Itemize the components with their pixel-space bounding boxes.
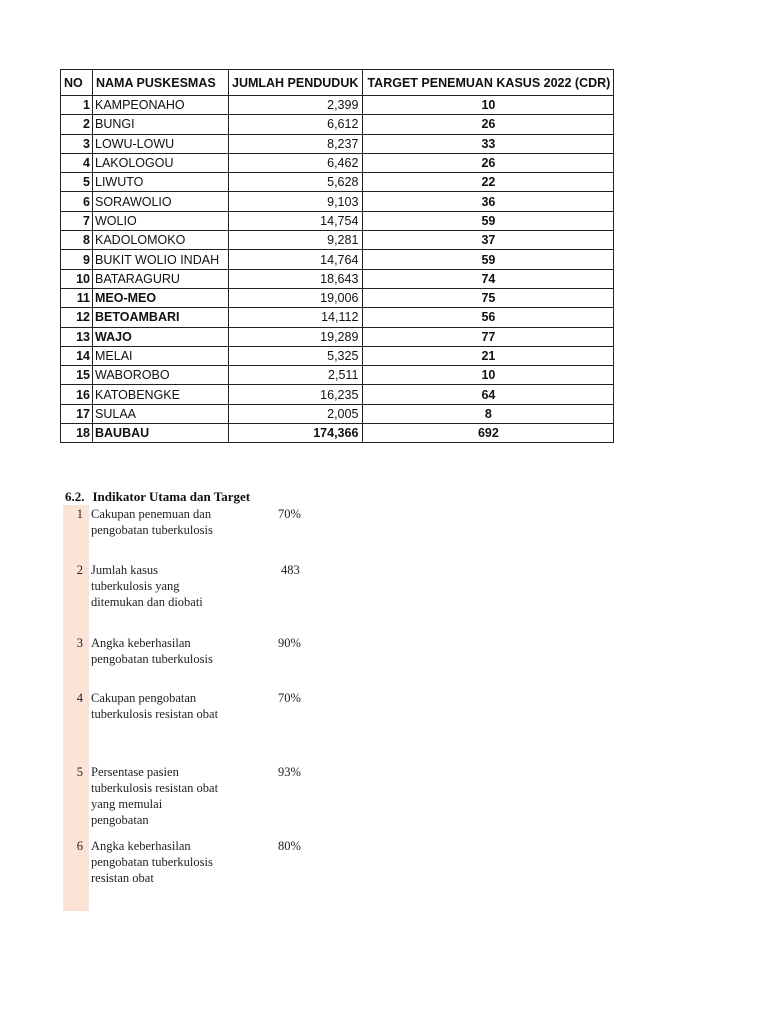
table-row [61,404,614,423]
row-population: 174,366 [229,424,363,443]
row-population: 2,399 [229,96,363,115]
row-target: 36 [363,192,614,211]
row-name: LIWUTO [93,173,229,192]
table-row [61,327,614,346]
row-name: SORAWOLIO [93,192,229,211]
table-row [61,288,614,307]
table-row [61,250,614,269]
row-target: 64 [363,385,614,404]
row-target: 56 [363,308,614,327]
indicator-label: Angka keberhasilan pengobatan tuberkulosis [91,636,213,666]
table-row [61,192,614,211]
indicator-label: Jumlah kasus tuberkulosis yang ditemukan dan diobati [91,563,203,609]
section-title: Indikator Utama dan Target [92,489,251,504]
row-population: 5,325 [229,346,363,365]
row-population: 9,281 [229,231,363,250]
row-name: MELAI [93,346,229,365]
row-target: 74 [363,269,614,288]
row-name: WOLIO [93,211,229,230]
row-target: 26 [363,115,614,134]
table-row [61,173,614,192]
row-population: 2,005 [229,404,363,423]
row-population: 9,103 [229,192,363,211]
indicator-label: Persentase pasien tuberkulosis resistan obat yang memulai pengobatan [91,765,219,827]
row-target: 8 [363,404,614,423]
row-population: 14,754 [229,211,363,230]
indicator-number: 4 [76,691,83,705]
indicator-label: Angka keberhasilan pengobatan tuberkulosis resistan obat [91,839,213,885]
row-population: 19,006 [229,288,363,307]
row-name: WAJO [93,327,229,346]
table-row [61,96,614,115]
row-no: 3 [61,134,93,153]
row-target: 37 [363,231,614,250]
table-row [61,269,614,288]
table-row [61,153,614,172]
indicator-value: 483 [281,563,300,577]
row-no: 12 [61,308,93,327]
puskesmas-table [60,69,614,443]
indicator-value: 70% [278,507,301,521]
table-row [61,115,614,134]
table-row [61,366,614,385]
indicator-number: 5 [76,765,83,779]
table-row [61,231,614,250]
table-row [61,346,614,365]
row-population: 14,764 [229,250,363,269]
row-no: 16 [61,385,93,404]
row-no: 6 [61,192,93,211]
row-name: WABOROBO [93,366,229,385]
table-header-row [61,70,614,96]
row-no: 4 [61,153,93,172]
indicator-value: 93% [278,765,301,779]
row-name: BAUBAU [93,424,229,443]
row-target: 77 [363,327,614,346]
row-target: 26 [363,153,614,172]
section-heading [65,489,250,505]
indicator-number: 3 [76,636,83,650]
row-no: 7 [61,211,93,230]
row-population: 18,643 [229,269,363,288]
header-name: NAMA PUSKESMAS [93,70,229,96]
row-name: MEO-MEO [93,288,229,307]
row-no: 11 [61,288,93,307]
table-row [61,385,614,404]
indicator-number: 1 [76,507,83,521]
row-target: 10 [363,366,614,385]
indicator-value: 70% [278,691,301,705]
table-body [61,96,614,443]
row-target: 75 [363,288,614,307]
row-target: 692 [363,424,614,443]
table-row [61,308,614,327]
table-row [61,424,614,443]
row-no: 8 [61,231,93,250]
row-name: KAMPEONAHO [93,96,229,115]
row-name: KATOBENGKE [93,385,229,404]
row-target: 21 [363,346,614,365]
indicator-value: 80% [278,839,301,853]
row-no: 2 [61,115,93,134]
row-name: LOWU-LOWU [93,134,229,153]
row-name: BUKIT WOLIO INDAH [93,250,229,269]
row-population: 5,628 [229,173,363,192]
row-population: 6,612 [229,115,363,134]
row-name: LAKOLOGOU [93,153,229,172]
table-row [61,134,614,153]
row-population: 16,235 [229,385,363,404]
indicator-label: Cakupan pengobatan tuberkulosis resistan obat [91,691,219,721]
row-target: 59 [363,211,614,230]
row-target: 22 [363,173,614,192]
row-no: 5 [61,173,93,192]
row-population: 8,237 [229,134,363,153]
row-no: 15 [61,366,93,385]
row-name: SULAA [93,404,229,423]
row-target: 33 [363,134,614,153]
row-population: 19,289 [229,327,363,346]
row-no: 17 [61,404,93,423]
row-no: 14 [61,346,93,365]
row-no: 18 [61,424,93,443]
row-target: 10 [363,96,614,115]
table-row [61,211,614,230]
row-name: KADOLOMOKO [93,231,229,250]
row-name: BATARAGURU [93,269,229,288]
indicator-label: Cakupan penemuan dan pengobatan tuberkulosis [91,507,213,537]
row-target: 59 [363,250,614,269]
header-target: TARGET PENEMUAN KASUS 2022 (CDR) [363,70,614,96]
row-no: 10 [61,269,93,288]
section-number: 6.2. [65,489,85,504]
row-no: 13 [61,327,93,346]
row-population: 6,462 [229,153,363,172]
row-population: 14,112 [229,308,363,327]
row-no: 9 [61,250,93,269]
indicator-value: 90% [278,636,301,650]
row-population: 2,511 [229,366,363,385]
indicator-number: 6 [76,839,83,853]
row-name: BETOAMBARI [93,308,229,327]
header-no: NO [61,70,93,96]
row-name: BUNGI [93,115,229,134]
header-population: JUMLAH PENDUDUK [229,70,363,96]
row-no: 1 [61,96,93,115]
indicator-number: 2 [76,563,83,577]
